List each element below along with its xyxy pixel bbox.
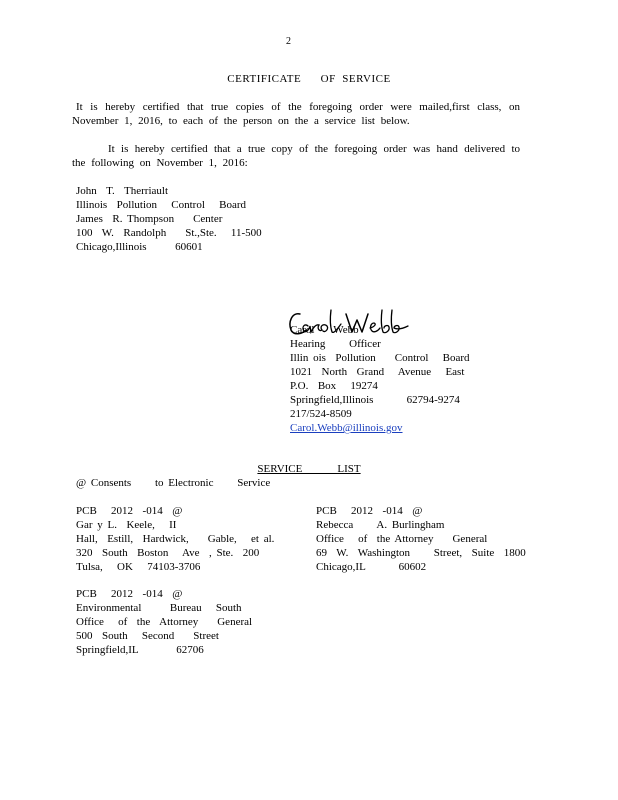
email-link[interactable]: Carol.Webb@illinois.gov	[290, 422, 403, 434]
service-entry-line: 69 W. Washington Street, Suite 1800	[316, 547, 526, 559]
service-entry-line: Chicago,IL 60602	[316, 561, 427, 573]
signature-line: Illin ois Pollution Control Board	[290, 352, 470, 364]
recipient-line: Chicago,Illinois 60601	[76, 241, 203, 253]
consents-note: @ Consents to Electronic Service	[76, 477, 271, 489]
signature-block	[290, 323, 470, 435]
page-number: 2	[286, 36, 291, 47]
service-entry-line: Tulsa, OK 74103-3706	[76, 561, 201, 573]
service-entry-line: PCB 2012 -014 @	[316, 505, 423, 517]
service-entry-line: 500 South Second Street	[76, 630, 219, 642]
service-entry	[76, 587, 252, 657]
recipient-line: Illinois Pollution Control Board	[76, 199, 247, 211]
service-list-title	[0, 462, 618, 476]
service-list-title-text: SERVICE LIST	[257, 463, 361, 475]
service-entry	[316, 504, 526, 574]
recipient-line: John T. Therriault	[76, 185, 169, 197]
signature-line: Carol Webb	[290, 324, 359, 336]
signature-line: 1021 North Grand Avenue East	[290, 366, 465, 378]
service-entry	[76, 504, 274, 574]
signature-line: Springfield,Illinois 62794-9274	[290, 394, 460, 406]
service-entry-line: PCB 2012 -014 @	[76, 505, 183, 517]
hand-delivery-paragraph: It is hereby certified that a true copy of the foregoing order was hand delivered to the following on November 1, 2016:	[72, 143, 520, 169]
mailing-paragraph: It is hereby certified that true copies of the foregoing order were mailed,first class, on November 1, 2016, to each of the person on the a service list below.	[72, 101, 520, 127]
service-entry-line: Office of the Attorney General	[316, 533, 488, 545]
signature-line: Hearing Officer	[290, 338, 381, 350]
service-entry-line: Hall, Estill, Hardwick, Gable, et al.	[76, 533, 275, 545]
service-entry-line: Office of the Attorney General	[76, 616, 253, 628]
service-entry-line: Rebecca A. Burlingham	[316, 519, 445, 531]
service-entry-line: Environmental Bureau South	[76, 602, 242, 614]
recipient-address	[76, 184, 262, 254]
service-entry-line: PCB 2012 -014 @	[76, 588, 183, 600]
service-entry-line: Gar y L. Keele, II	[76, 519, 177, 531]
signature-line: P.O. Box 19274	[290, 380, 378, 392]
service-entry-line: Springfield,IL 62706	[76, 644, 204, 656]
certificate-title: CERTIFICATE OF SERVICE	[227, 73, 391, 85]
service-entry-line: 320 South Boston Ave , Ste. 200	[76, 547, 260, 559]
recipient-line: James R. Thompson Center	[76, 213, 223, 225]
signature-line: 217/524-8509	[290, 408, 352, 420]
recipient-line: 100 W. Randolph St.,Ste. 11-500	[76, 227, 262, 239]
